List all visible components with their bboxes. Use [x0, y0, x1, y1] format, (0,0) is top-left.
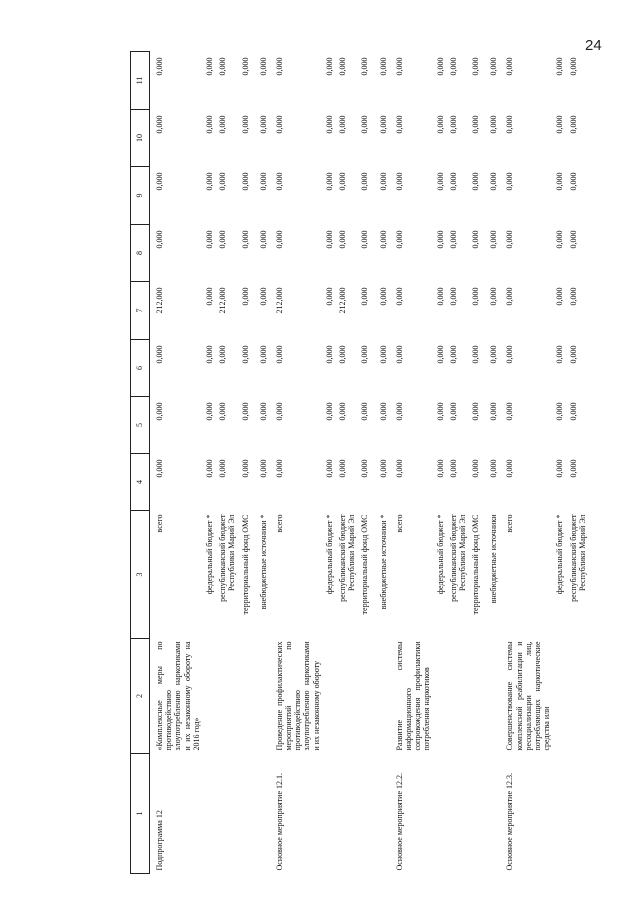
- amount-cell: 0,000: [489, 172, 499, 191]
- amount-cell: 0,000: [258, 345, 268, 364]
- program-title-cell: [553, 639, 566, 754]
- funding-source-cell: территориальный фонд ОМС: [360, 514, 370, 615]
- amount-cell: 0,000: [489, 230, 499, 249]
- column-header: 9: [131, 167, 150, 225]
- amount-cell: 0,000: [360, 459, 370, 478]
- amount-cell: 0,000: [274, 230, 284, 249]
- amount-cell: 0,000: [218, 57, 228, 76]
- amount-cell: 0,000: [218, 345, 228, 364]
- funding-source-cell: федеральный бюджет *: [204, 514, 214, 595]
- amount-cell: 0,000: [360, 345, 370, 364]
- amount-cell: 0,000: [338, 459, 347, 478]
- amount-cell: 0,000: [274, 57, 284, 76]
- program-name-cell: [553, 754, 566, 874]
- amount-cell: 0,000: [204, 230, 214, 249]
- program-name-cell: Подпрограмма 12: [155, 810, 164, 871]
- amount-cell: 0,000: [471, 57, 481, 76]
- column-header: 3: [131, 511, 150, 639]
- program-name-cell: [434, 754, 447, 874]
- program-name-cell: [372, 754, 390, 874]
- amount-cell: 0,000: [448, 459, 458, 478]
- amount-cell: 0,000: [448, 402, 458, 421]
- amount-cell: 0,000: [378, 345, 388, 364]
- amount-cell: 0,000: [435, 57, 445, 76]
- column-header: 5: [131, 397, 150, 454]
- amount-cell: 0,000: [568, 459, 578, 478]
- amount-cell: 0,000: [394, 287, 404, 306]
- table-row: [434, 52, 447, 874]
- amount-cell: 0,000: [274, 345, 284, 364]
- amount-cell: 0,000: [324, 115, 334, 134]
- amount-cell: 0,000: [338, 115, 347, 134]
- page-number: 24: [585, 37, 602, 54]
- column-header: 10: [131, 110, 150, 167]
- amount-cell: 0,000: [324, 459, 334, 478]
- table-row: [469, 52, 482, 874]
- program-name-cell: [358, 754, 371, 874]
- table-row: [390, 52, 434, 874]
- amount-cell: 0,000: [240, 345, 250, 364]
- funding-source-cell: республиканский бюджет Республики Марий Эл: [568, 514, 587, 602]
- program-name-cell: Основное мероприятие 12.2.: [394, 773, 404, 871]
- program-title-cell: Развитие системы информационного сопровождения профилактики потребления наркотиков: [394, 641, 432, 751]
- amount-cell: 0,000: [489, 459, 499, 478]
- amount-cell: 0,000: [324, 345, 334, 364]
- program-name-cell: [323, 754, 336, 874]
- amount-cell: 0,000: [448, 57, 458, 76]
- program-title-cell: [336, 639, 358, 754]
- program-title-cell: Совершенствование системы комплексной реабилитации и ресоциализации лиц, потребляющих наркотические средства или: [505, 641, 552, 751]
- amount-cell: 0,000: [435, 287, 445, 306]
- amount-cell: 0,000: [204, 287, 214, 306]
- amount-cell: 0,000: [555, 459, 565, 478]
- amount-cell: 0,000: [568, 57, 578, 76]
- amount-cell: 0,000: [360, 115, 370, 134]
- amount-cell: 0,000: [505, 287, 515, 306]
- amount-cell: 0,000: [155, 345, 164, 364]
- funding-source-cell: внебюджетные источники: [489, 514, 499, 604]
- amount-cell: 0,000: [435, 115, 445, 134]
- amount-cell: 0,000: [555, 345, 565, 364]
- program-title-cell: [372, 639, 390, 754]
- table-row: [553, 52, 566, 874]
- program-name-cell: [239, 754, 252, 874]
- amount-cell: 0,000: [448, 287, 458, 306]
- amount-cell: 0,000: [240, 402, 250, 421]
- column-header: 11: [131, 52, 150, 110]
- amount-cell: 0,000: [204, 459, 214, 478]
- funding-source-cell: всего: [155, 514, 164, 533]
- program-name-cell: [203, 754, 216, 874]
- amount-cell: 0,000: [155, 230, 164, 249]
- amount-cell: 0,000: [448, 345, 458, 364]
- amount-cell: 0,000: [555, 172, 565, 191]
- amount-cell: 0,000: [360, 402, 370, 421]
- amount-cell: 0,000: [155, 459, 164, 478]
- amount-cell: 0,000: [568, 402, 578, 421]
- funding-source-cell: всего: [274, 514, 284, 533]
- amount-cell: 0,000: [274, 115, 284, 134]
- funding-source-cell: федеральный бюджет *: [324, 514, 334, 595]
- amount-cell: 0,000: [240, 230, 250, 249]
- amount-cell: 0,000: [258, 230, 268, 249]
- amount-cell: 0,000: [435, 402, 445, 421]
- amount-cell: 0,000: [324, 172, 334, 191]
- amount-cell: 0,000: [394, 459, 404, 478]
- amount-cell: 0,000: [218, 459, 228, 478]
- program-title-cell: [239, 639, 252, 754]
- amount-cell: 0,000: [568, 172, 578, 191]
- amount-cell: 0,000: [258, 402, 268, 421]
- amount-cell: 0,000: [555, 287, 565, 306]
- amount-cell: 0,000: [360, 172, 370, 191]
- amount-cell: 0,000: [394, 57, 404, 76]
- program-title-cell: [252, 639, 270, 754]
- program-title-cell: [323, 639, 336, 754]
- program-name-cell: Основное мероприятие 12.3.: [505, 773, 515, 871]
- table-row: [239, 52, 252, 874]
- funding-source-cell: внебюджетные источники *: [258, 514, 268, 610]
- amount-cell: 0,000: [204, 57, 214, 76]
- amount-cell: 0,000: [360, 230, 370, 249]
- amount-cell: 0,000: [505, 459, 515, 478]
- amount-cell: 0,000: [155, 172, 164, 191]
- amount-cell: 0,000: [378, 287, 388, 306]
- amount-cell: 0,000: [435, 345, 445, 364]
- amount-cell: 0,000: [324, 287, 334, 306]
- amount-cell: 0,000: [471, 172, 481, 191]
- amount-cell: 0,000: [240, 172, 250, 191]
- amount-cell: 0,000: [338, 230, 347, 249]
- amount-cell: 0,000: [555, 115, 565, 134]
- amount-cell: 212,000: [274, 287, 284, 314]
- program-title-cell: [482, 639, 500, 754]
- amount-cell: 0,000: [471, 402, 481, 421]
- amount-cell: 0,000: [258, 115, 268, 134]
- table-header-row: [131, 52, 150, 874]
- program-title-cell: [216, 639, 238, 754]
- funding-source-cell: федеральный бюджет *: [555, 514, 565, 595]
- table-row: [150, 52, 203, 874]
- funding-source-cell: республиканский бюджет Республики Марий Эл: [338, 514, 357, 602]
- amount-cell: 0,000: [218, 230, 228, 249]
- amount-cell: 0,000: [258, 287, 268, 306]
- program-title-cell: [447, 639, 469, 754]
- table-row: [482, 52, 500, 874]
- amount-cell: 0,000: [378, 172, 388, 191]
- amount-cell: 0,000: [471, 287, 481, 306]
- amount-cell: 0,000: [568, 287, 578, 306]
- funding-source-cell: территориальный фонд ОМС: [471, 514, 481, 615]
- table-row: [500, 52, 553, 874]
- program-name-cell: Основное мероприятие 12.1.: [274, 773, 284, 871]
- amount-cell: 0,000: [360, 287, 370, 306]
- amount-cell: 0,000: [218, 402, 228, 421]
- amount-cell: 212,000: [338, 287, 347, 314]
- amount-cell: 0,000: [274, 402, 284, 421]
- funding-source-cell: территориальный фонд ОМС: [240, 514, 250, 615]
- amount-cell: 0,000: [258, 172, 268, 191]
- table-row: [336, 52, 358, 874]
- amount-cell: 0,000: [471, 459, 481, 478]
- funding-table: [130, 51, 589, 874]
- amount-cell: 0,000: [435, 459, 445, 478]
- column-header: 8: [131, 225, 150, 282]
- amount-cell: 0,000: [471, 230, 481, 249]
- program-title-cell: [567, 639, 589, 754]
- amount-cell: 0,000: [378, 459, 388, 478]
- amount-cell: 0,000: [568, 230, 578, 249]
- amount-cell: 0,000: [471, 115, 481, 134]
- amount-cell: 0,000: [505, 345, 515, 364]
- funding-source-cell: республиканский бюджет Республики Марий Эл: [218, 514, 237, 602]
- program-name-cell: [447, 754, 469, 874]
- table-row: [270, 52, 323, 874]
- amount-cell: 0,000: [435, 230, 445, 249]
- amount-cell: 0,000: [394, 402, 404, 421]
- table-row: [567, 52, 589, 874]
- amount-cell: 0,000: [155, 115, 164, 134]
- amount-cell: 0,000: [258, 57, 268, 76]
- amount-cell: 0,000: [489, 402, 499, 421]
- funding-source-cell: республиканский бюджет Республики Марий Эл: [448, 514, 467, 602]
- amount-cell: 0,000: [324, 402, 334, 421]
- amount-cell: 0,000: [448, 115, 458, 134]
- amount-cell: 0,000: [505, 115, 515, 134]
- amount-cell: 0,000: [204, 345, 214, 364]
- table-row: [358, 52, 371, 874]
- amount-cell: 0,000: [378, 57, 388, 76]
- amount-cell: 212,000: [218, 287, 228, 314]
- rotated-table-container: [130, 52, 590, 874]
- amount-cell: 0,000: [338, 345, 347, 364]
- amount-cell: 0,000: [394, 115, 404, 134]
- amount-cell: 0,000: [274, 172, 284, 191]
- program-title-cell: Проведение профилактических мероприятий по противодействию злоупотреблению наркотиками и их незаконному обороту: [274, 641, 321, 751]
- amount-cell: 0,000: [435, 172, 445, 191]
- amount-cell: 0,000: [155, 57, 164, 76]
- amount-cell: 0,000: [338, 57, 347, 76]
- amount-cell: 0,000: [324, 57, 334, 76]
- table-row: [323, 52, 336, 874]
- program-name-cell: [336, 754, 358, 874]
- table-body: [150, 52, 589, 874]
- amount-cell: 0,000: [505, 230, 515, 249]
- amount-cell: 0,000: [338, 172, 347, 191]
- program-title-cell: [358, 639, 371, 754]
- column-header: 6: [131, 340, 150, 397]
- program-name-cell: [252, 754, 270, 874]
- table-row: [372, 52, 390, 874]
- amount-cell: 0,000: [394, 345, 404, 364]
- amount-cell: 0,000: [489, 345, 499, 364]
- amount-cell: 0,000: [555, 230, 565, 249]
- amount-cell: 0,000: [274, 459, 284, 478]
- program-title-cell: [434, 639, 447, 754]
- amount-cell: 0,000: [204, 172, 214, 191]
- amount-cell: 0,000: [258, 459, 268, 478]
- amount-cell: 0,000: [471, 345, 481, 364]
- program-title-cell: [203, 639, 216, 754]
- amount-cell: 0,000: [218, 172, 228, 191]
- amount-cell: 0,000: [555, 57, 565, 76]
- amount-cell: 0,000: [505, 402, 515, 421]
- funding-source-cell: внебюджетные источники *: [378, 514, 388, 610]
- table-row: [203, 52, 216, 874]
- amount-cell: 0,000: [378, 230, 388, 249]
- column-header: 2: [131, 639, 150, 754]
- program-name-cell: [216, 754, 238, 874]
- amount-cell: 0,000: [155, 402, 164, 421]
- amount-cell: 0,000: [489, 115, 499, 134]
- amount-cell: 0,000: [240, 115, 250, 134]
- table-row: [447, 52, 469, 874]
- table-row: [216, 52, 238, 874]
- funding-source-cell: федеральный бюджет *: [435, 514, 445, 595]
- amount-cell: 0,000: [448, 230, 458, 249]
- column-header: 4: [131, 454, 150, 511]
- amount-cell: 0,000: [489, 57, 499, 76]
- amount-cell: 0,000: [324, 230, 334, 249]
- amount-cell: 212,000: [155, 287, 164, 314]
- column-header: 1: [131, 754, 150, 874]
- amount-cell: 0,000: [505, 57, 515, 76]
- column-header: 7: [131, 282, 150, 340]
- funding-source-cell: всего: [394, 514, 404, 533]
- amount-cell: 0,000: [568, 115, 578, 134]
- amount-cell: 0,000: [218, 115, 228, 134]
- amount-cell: 0,000: [394, 172, 404, 191]
- amount-cell: 0,000: [394, 230, 404, 249]
- table-row: [252, 52, 270, 874]
- amount-cell: 0,000: [204, 402, 214, 421]
- funding-source-cell: всего: [505, 514, 515, 533]
- amount-cell: 0,000: [378, 115, 388, 134]
- amount-cell: 0,000: [360, 57, 370, 76]
- amount-cell: 0,000: [378, 402, 388, 421]
- program-title-cell: «Комплексные меры по противодействию злоупотреблению наркотиками и их незаконному обороту на 2016 год»: [155, 641, 201, 751]
- program-name-cell: [567, 754, 589, 874]
- amount-cell: 0,000: [240, 57, 250, 76]
- amount-cell: 0,000: [505, 172, 515, 191]
- amount-cell: 0,000: [240, 287, 250, 306]
- amount-cell: 0,000: [448, 172, 458, 191]
- amount-cell: 0,000: [555, 402, 565, 421]
- program-name-cell: [469, 754, 482, 874]
- amount-cell: 0,000: [489, 287, 499, 306]
- amount-cell: 0,000: [204, 115, 214, 134]
- amount-cell: 0,000: [240, 459, 250, 478]
- amount-cell: 0,000: [338, 402, 347, 421]
- program-name-cell: [482, 754, 500, 874]
- program-title-cell: [469, 639, 482, 754]
- amount-cell: 0,000: [568, 345, 578, 364]
